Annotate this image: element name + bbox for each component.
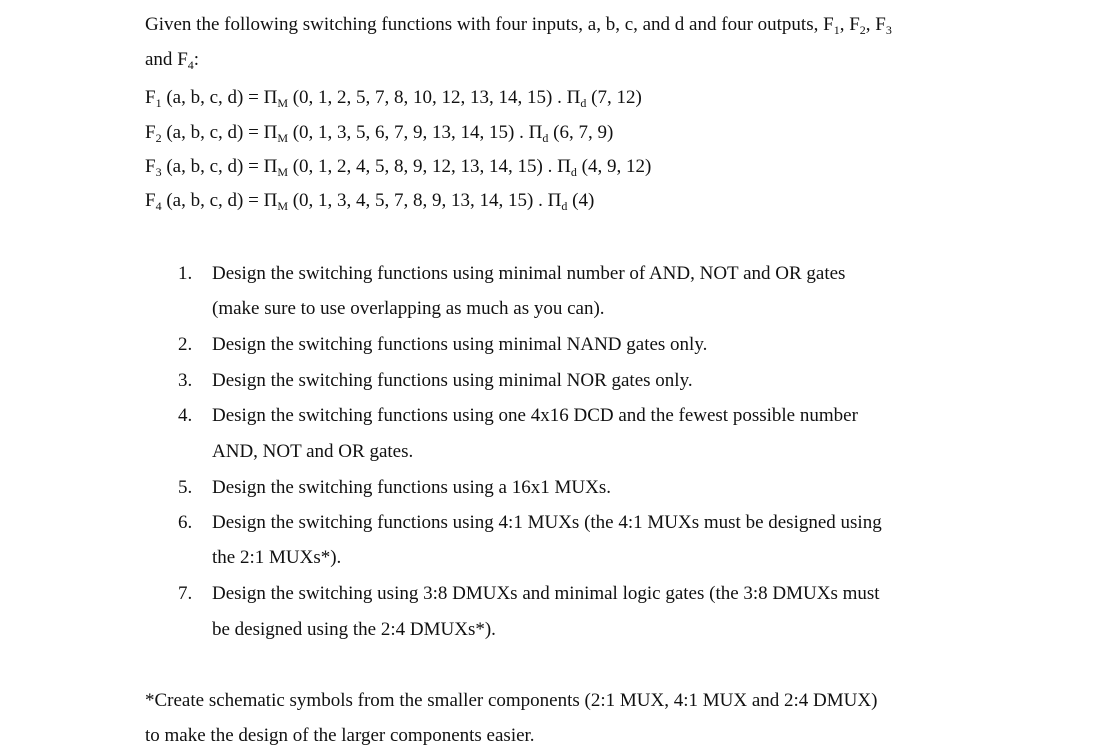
function-args: (a, b, c, d) = <box>161 190 264 211</box>
output-f3-subscript: 3 <box>885 23 892 37</box>
output-f1-subscript: 1 <box>833 23 840 37</box>
dontcare-list: (6, 7, 9) <box>548 122 614 143</box>
task-text: Design the switching functions using one 4x16 DCD and the fewest possible number <box>212 405 858 426</box>
intro-line-1 <box>145 13 892 37</box>
product-symbol: Π <box>263 156 278 177</box>
function-args: (a, b, c, d) = <box>161 122 264 143</box>
product-symbol: Π <box>263 122 278 143</box>
task-number: 1. <box>178 263 193 284</box>
function-subscript: 1 <box>155 96 162 110</box>
output-f1-name: F <box>823 14 834 35</box>
task-text: Design the switching functions using minimal number of AND, NOT and OR gates <box>212 263 846 284</box>
separator: , <box>839 14 850 35</box>
function-name: F <box>145 122 156 143</box>
footnote-line-2: to make the design of the larger components easier. <box>145 725 535 746</box>
function-subscript: 4 <box>155 199 162 213</box>
function-f3 <box>145 155 651 179</box>
intro-text: Given the following switching functions with four inputs, a, b, c, and d and four outputs, <box>145 14 824 35</box>
function-name: F <box>145 87 156 108</box>
function-name: F <box>145 156 156 177</box>
dontcare-subscript: d <box>561 199 568 213</box>
separator: , <box>865 14 876 35</box>
maxterm-subscript: M <box>277 165 288 179</box>
product-symbol: Π <box>547 190 562 211</box>
task-text: Design the switching functions using minimal NOR gates only. <box>212 370 693 391</box>
task-number: 6. <box>178 512 193 533</box>
maxterm-list: (0, 1, 2, 4, 5, 8, 9, 12, 13, 14, 15) . <box>287 156 558 177</box>
task-text: Design the switching functions using 4:1 MUXs (the 4:1 MUXs must be designed using <box>212 512 882 533</box>
task-number: 4. <box>178 405 193 426</box>
product-symbol: Π <box>557 156 571 177</box>
intro-colon: : <box>193 49 200 70</box>
output-f2-subscript: 2 <box>859 23 866 37</box>
function-f2 <box>145 121 613 145</box>
task-text: Design the switching using 3:8 DMUXs and minimal logic gates (the 3:8 DMUXs must <box>212 583 880 604</box>
dontcare-list: (7, 12) <box>586 87 642 108</box>
maxterm-list: (0, 1, 3, 5, 6, 7, 9, 13, 14, 15) . <box>287 122 529 143</box>
intro-text-and: and <box>145 49 178 70</box>
task-text: Design the switching functions using minimal NAND gates only. <box>212 334 708 355</box>
intro-line-2 <box>145 48 199 72</box>
task-text-continuation: (make sure to use overlapping as much as you can). <box>212 298 605 319</box>
task-text: Design the switching functions using a 16x1 MUXs. <box>212 477 611 498</box>
task-number: 7. <box>178 583 193 604</box>
output-f4-subscript: 4 <box>187 58 194 72</box>
function-args: (a, b, c, d) = <box>161 156 264 177</box>
function-args: (a, b, c, d) = <box>161 87 264 108</box>
output-f2-name: F <box>849 14 860 35</box>
product-symbol: Π <box>263 87 278 108</box>
maxterm-subscript: M <box>277 96 288 110</box>
task-text-continuation: be designed using the 2:4 DMUXs*). <box>212 619 496 640</box>
product-symbol: Π <box>263 190 278 211</box>
function-subscript: 2 <box>155 131 162 145</box>
function-subscript: 3 <box>155 165 162 179</box>
maxterm-list: (0, 1, 3, 4, 5, 7, 8, 9, 13, 14, 15) . <box>287 190 548 211</box>
dontcare-list: (4) <box>567 190 595 211</box>
task-text-continuation: AND, NOT and OR gates. <box>212 441 414 462</box>
task-number: 3. <box>178 370 193 391</box>
task-text-continuation: the 2:1 MUXs*). <box>212 547 342 568</box>
product-symbol: Π <box>566 87 581 108</box>
maxterm-list: (0, 1, 2, 5, 7, 8, 10, 12, 13, 14, 15) . <box>287 87 567 108</box>
dontcare-subscript: d <box>580 96 587 110</box>
product-symbol: Π <box>528 122 543 143</box>
dontcare-subscript: d <box>570 165 577 179</box>
dontcare-list: (4, 9, 12) <box>576 156 652 177</box>
dontcare-subscript: d <box>542 131 549 145</box>
footnote-line-1: *Create schematic symbols from the smaller components (2:1 MUX, 4:1 MUX and 2:4 DMUX) <box>145 690 878 711</box>
output-f4-name: F <box>177 49 188 70</box>
function-f4 <box>145 189 594 213</box>
task-number: 5. <box>178 477 193 498</box>
maxterm-subscript: M <box>277 199 288 213</box>
maxterm-subscript: M <box>277 131 288 145</box>
output-f3-name: F <box>875 14 886 35</box>
task-number: 2. <box>178 334 193 355</box>
function-name: F <box>145 190 156 211</box>
function-f1 <box>145 86 642 110</box>
